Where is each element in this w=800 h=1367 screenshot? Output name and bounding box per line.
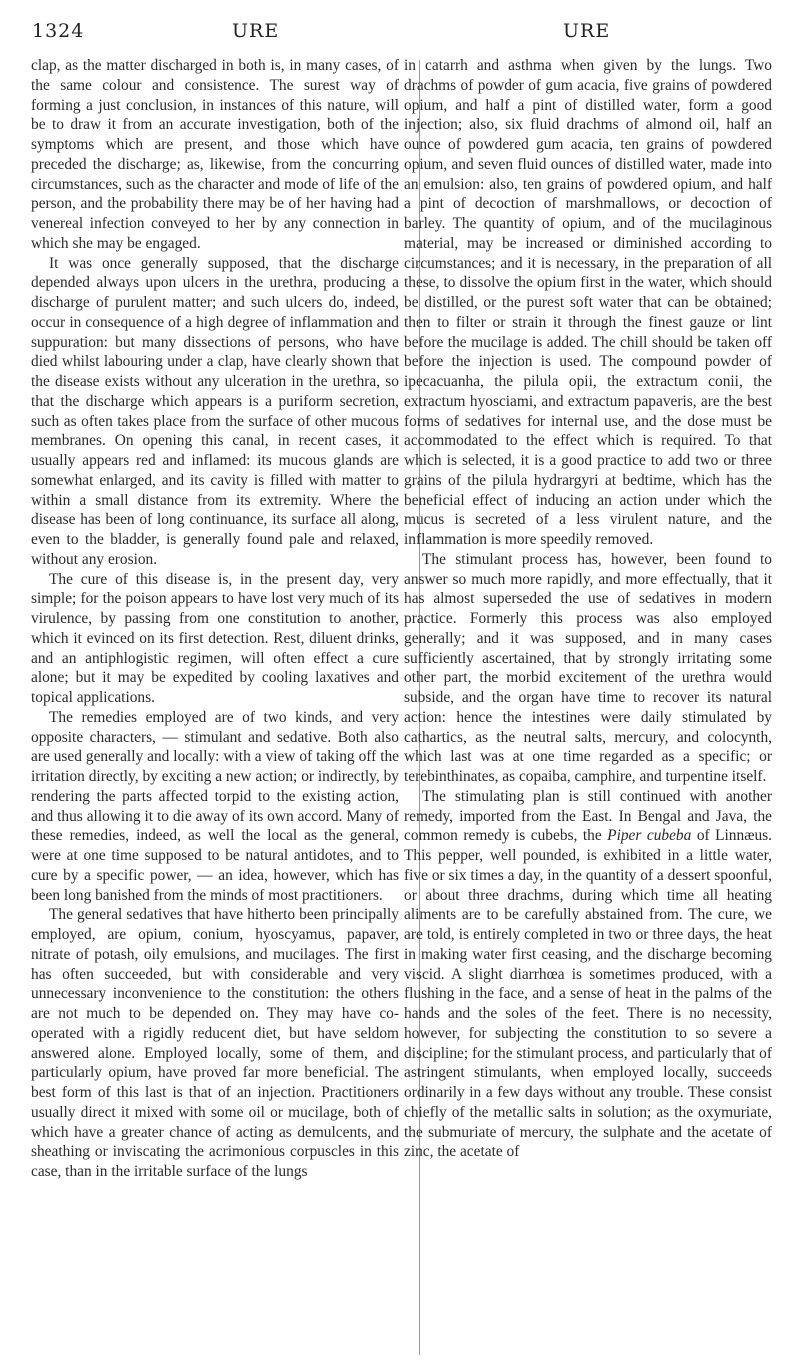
text-run: of Linnæus. This pepper, well pounded, is exhibited in a little water, five or six times a day, in the quantity of a dessert spoonful, or about three drachms, during which time all heating aliments are to be carefully abstained from. The cure, we are told, is entirely completed in two or three days, the heat in making water first ceasing, and the discharge becoming viscid. A slight diarrhœa is sometimes produced, with a flushing in the face, and a sense of heat in the palms of the hands and the soles of the feet. There is no necessity, however, for subjecting the constitution to so severe a discipline; for the stimulant process, and particularly that of astringent stimulants, when employed locally, succeeds ordinarily in a few days without any trouble. These consist chiefly of the metallic salts in solution; as the oxymuriate, the submuriate of mercury, the sulphate and the acetate of zinc, the acetate of (404, 827, 772, 1161)
paragraph: The stimulant process has, however, been found to answer so much more rapidly, and more effectually, that it has almost superseded the use of sedatives in modern practice. Formerly this process was also employed generally; and it was supposed, and in many cases sufficiently ascertained, that by strongly irritating some other part, the morbid excitement of the urethra would subside, and the organ have time to recover its natural action: hence the intestines were daily stimulated by cathartics, as the neutral salts, mercury, and colocynth, which last was at one time regarded as a specific; or terebinthinates, as copaiba, camphire, and turpentine itself. (404, 550, 772, 785)
paragraph: It was once generally supposed, that the discharge depended always upon ulcers in the urethra, producing a discharge of purulent matter; and such ulcers do, indeed, occur in consequence of a high degree of inflammation and suppuration: but many dissections of persons, who have died whilst labouring under a clap, have clearly shown that the disease exists without any ulceration in the urethra, so that the discharge which appears is a puriform secretion, such as often takes place from the surface of other mucous membranes. On opening this canal, in recent cases, it usually appears red and inflamed: its mucous glands are somewhat enlarged, and its cavity is filled with matter to within a small distance from its extremity. Where the disease has been of long continuance, its surface all along, even to the bladder, is generally found pale and relaxed, without any erosion. (31, 254, 399, 568)
right-column (404, 56, 772, 1356)
left-column (31, 56, 399, 1356)
page-number: 1324 (32, 20, 85, 42)
italic-species-name: Piper cubeba (607, 827, 692, 845)
running-head-left: URE (232, 20, 280, 42)
paragraph (404, 787, 772, 1162)
page-header (0, 20, 800, 50)
paragraph: The remedies employed are of two kinds, and very opposite characters, — stimulant and sedative. Both also are used generally and locally: with a view of taking off the irritation directly, by exciting a new action; or indirectly, by rendering the parts affected torpid to the existing action, and thus allowing it to die away of its own accord. Many of these remedies, indeed, as well the local as the general, were at one time supposed to be natural antidotes, and to cure by a specific power, — an idea, however, which has been long banished from the minds of most practitioners. (31, 708, 399, 904)
paragraph: The general sedatives that have hitherto been principally employed, are opium, conium, hyoscyamus, papaver, nitrate of potash, oily emulsions, and mucilages. The first has often succeeded, but with considerable and very unnecessary inconvenience to the constitution: the others are not much to be depended on. They may have co-operated with a rigidly reducent diet, but have seldom answered alone. Employed locally, some of them, and particularly opium, have proved far more beneficial. The best form of this last is that of an injection. Practitioners usually direct it mixed with some oil or mucilage, both of which have a greater chance of acting as demulcents, and sheathing or inviscating the acrimonious corpuscles in this case, than in the irritable surface of the lungs (31, 906, 399, 1180)
running-head-right: URE (563, 20, 611, 42)
text-run: The stimulating plan is still continued with another remedy, imported from the East. In Bengal and Java, the common remedy is cubebs, the (404, 787, 772, 845)
paragraph-continued: clap, as the matter discharged in both is, in many cases, of the same colour and consistence. The surest way of forming a just conclusion, in instances of this nature, will be to draw it from an accurate investigation, both of the symptoms which are present, and those which have preceded the discharge; as, likewise, from the concurring circumstances, such as the character and mode of life of the person, and the probability there may be of her having had venereal infection conveyed to her by any connection in which she may be engaged. (31, 57, 399, 252)
paragraph: The cure of this disease is, in the present day, very simple; for the poison appears to have lost very much of its virulence, by passing from one constitution to another, which it evinced on its first detection. Rest, diluent drinks, and an antiphlogistic regimen, will often effect a cure alone; but it may be expedited by cooling laxatives and topical applications. (31, 570, 399, 706)
paragraph-continued: in catarrh and asthma when given by the lungs. Two drachms of powder of gum acacia, five grains of powdered opium, and half a pint of distilled water, form a good injection; also, six fluid drachms of almond oil, half an ounce of powdered gum acacia, ten grains of powdered opium, and seven fluid ounces of distilled water, made into an emulsion: also, ten grains of powdered opium, and half a pint of decoction of marshmallows, or decoction of barley. The quantity of opium, and of the mucilaginous material, may be increased or diminished according to circumstances; and it is necessary, in the preparation of all these, to dissolve the opium first in the water, which should be distilled, or the purest soft water that can be obtained; then to filter or strain it through the finest gauze or lint before the mucilage is added. The chill should be taken off before the injection is used. The compound powder of ipecacuanha, the pilula opii, the extractum conii, the extractum hyosciami, and extractum papaveris, are the best forms of sedatives for internal use, and the dose must be accommodated to the effect which is required. To that which is selected, it is a good practice to add two or three grains of the pilula hydrargyri at bedtime, which has the beneficial effect of inducing an action under which the mucus is secreted of a less virulent nature, and the inflammation is more speedily removed. (404, 57, 772, 548)
